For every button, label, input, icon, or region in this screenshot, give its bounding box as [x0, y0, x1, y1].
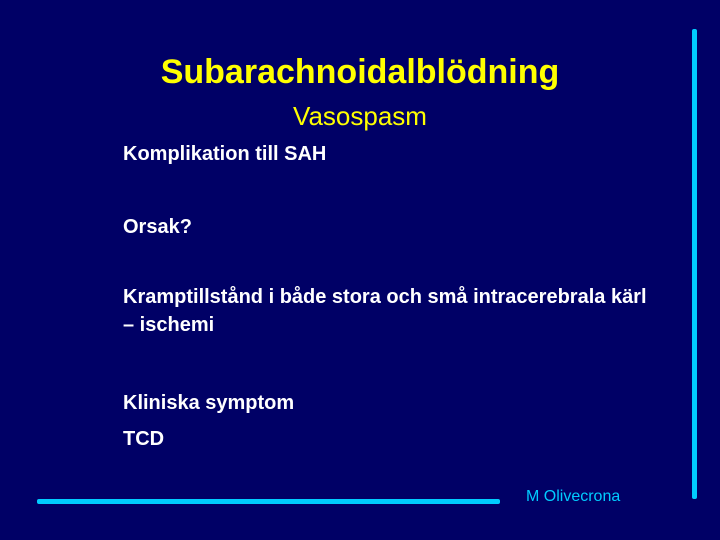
bullet-item: Kliniska symptom: [123, 392, 295, 414]
bullet-item: Komplikation till SAH: [123, 143, 327, 165]
author-footer: M Olivecrona: [526, 488, 621, 505]
bullet-item: TCD: [123, 428, 165, 450]
bullet-item: Kramptillstånd i både stora och små intracerebrala kärl – ischemi: [123, 286, 647, 336]
horizontal-accent-line: [37, 499, 500, 504]
slide-subtitle: Vasospasm: [293, 101, 427, 131]
slide-title: Subarachnoidalblödning: [160, 53, 560, 91]
bullet-item: Orsak?: [123, 216, 192, 238]
vertical-accent-line: [692, 29, 697, 499]
